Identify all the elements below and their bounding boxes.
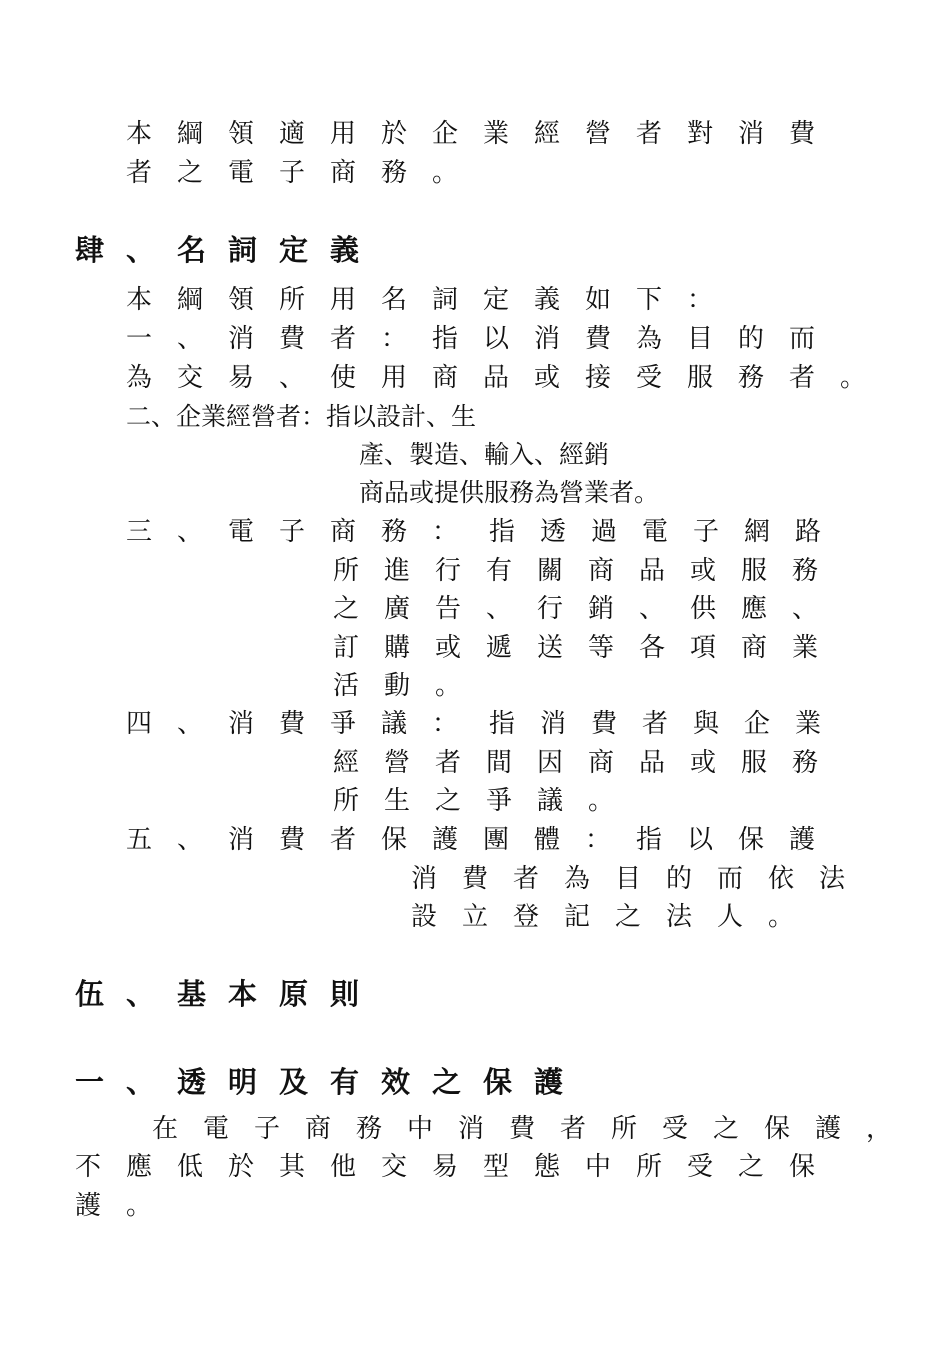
definition-consumer-line-1: 一、消費者：指以消費為目的而 [126,324,841,354]
definition-ecommerce-line-2: 所進行有關商品或服務 [333,556,844,586]
section-heading-definitions: 肆、名詞定義 [75,233,382,267]
definition-business-line-2: 產、製造、輸入、經銷 [359,440,610,469]
definition-ecommerce-line-5: 活動。 [333,671,487,701]
transparency-body-line-2: 不應低於其他交易型態中所受之保 [75,1152,841,1182]
transparency-body-line-3: 護。 [75,1191,178,1221]
definition-dispute-line-3: 所生之爭議。 [333,786,640,816]
definition-ecommerce-label: 三、電子商務： [126,517,484,547]
definition-dispute-line-1: 指消費者與企業 [489,709,847,739]
definition-business-line-1: 二、企業經營者：指以設計、生 [126,402,477,431]
definition-consumer-line-2: 為交易、使用商品或接受服務者。 [126,363,892,393]
definition-ecommerce-line-3: 之廣告、行銷、供應、 [333,594,844,624]
definitions-intro: 本綱領所用名詞定義如下： [126,285,739,315]
section-heading-principles: 伍、基本原則 [75,977,382,1011]
definition-protection-group-line-3: 設立登記之法人。 [411,902,820,932]
definition-ecommerce-line-1: 指透過電子網路 [489,517,847,547]
scope-line-1: 本綱領適用於企業經營者對消費 [126,119,841,149]
transparency-body-line-1: 在電子商務中消費者所受之保護， [152,1114,918,1144]
definition-dispute-label: 四、消費爭議： [126,709,484,739]
definition-ecommerce-line-4: 訂購或遞送等各項商業 [333,633,844,663]
definition-protection-group-line-1: 五、消費者保護團體：指以保護 [126,825,841,855]
scope-line-2: 者之電子商務。 [126,158,484,188]
definition-business-line-3: 商品或提供服務為營業者。 [359,478,660,507]
subsection-heading-transparency: 一、透明及有效之保護 [75,1065,586,1099]
definition-dispute-line-2: 經營者間因商品或服務 [333,748,844,778]
definition-protection-group-line-2: 消費者為目的而依法 [411,864,871,894]
